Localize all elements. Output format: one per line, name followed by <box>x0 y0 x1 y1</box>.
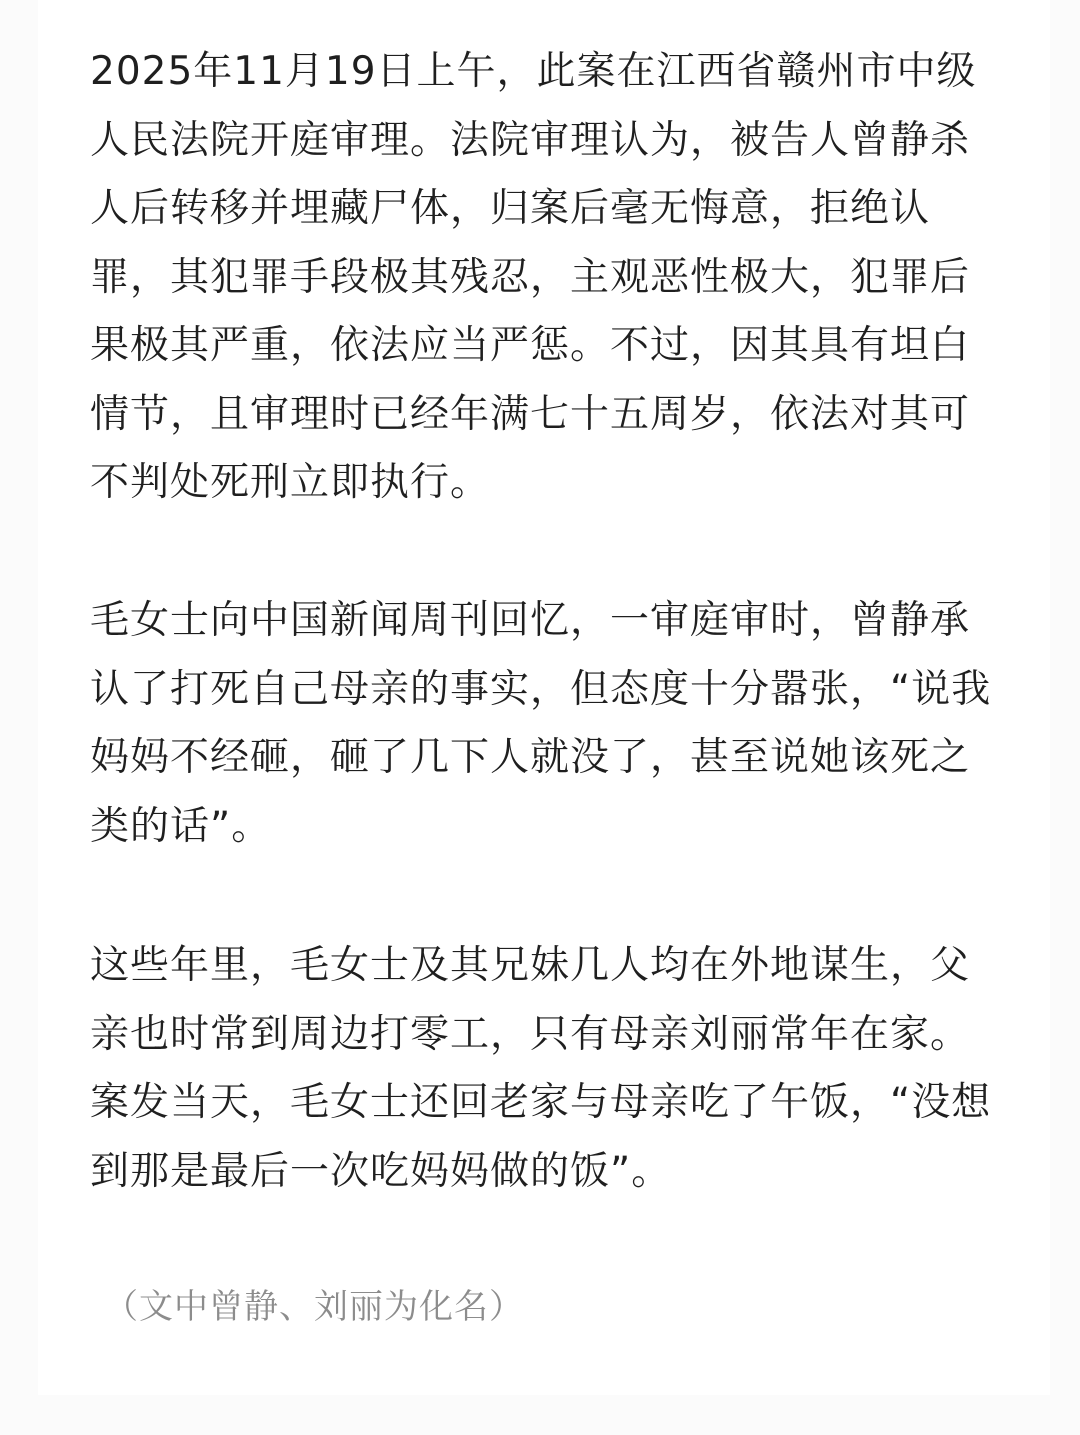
pseudonym-note: （文中曾静、刘丽为化名） <box>104 1287 524 1327</box>
article-paragraph-trial: 2025年11月19日上午，此案在江西省赣州市中级人民法院开庭审理。法院审理认为，被告人曾静杀人后转移并埋藏尸体，归案后毫无悔意，拒绝认罪，其犯罪手段极其残忍，主观恶性极大，犯罪后果极其严重，依法应当严惩。不过，因其具有坦白情节，且审理时已经年满七十五周岁，依法对其可不判处死刑立即执行。 <box>90 49 977 505</box>
article-card <box>38 0 1050 1395</box>
article-paragraph-family: 这些年里，毛女士及其兄妹几人均在外地谋生，父亲也时常到周边打零工，只有母亲刘丽常年在家。案发当天，毛女士还回老家与母亲吃了午饭，“没想到那是最后一次吃妈妈做的饭”。 <box>90 943 992 1194</box>
article-paragraph-recollection: 毛女士向中国新闻周刊回忆，一审庭审时，曾静承认了打死自己母亲的事实，但态度十分嚣张，“说我妈妈不经砸，砸了几下人就没了，甚至说她该死之类的话”。 <box>90 598 992 849</box>
